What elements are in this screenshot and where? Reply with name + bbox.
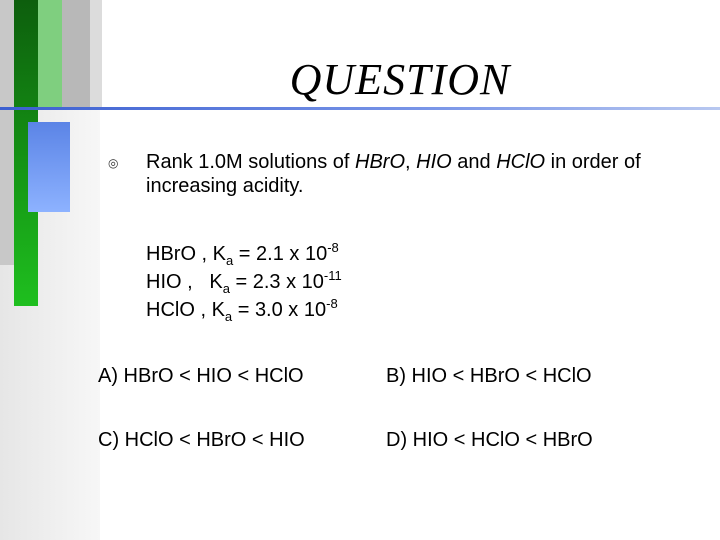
answer-choice-d[interactable]: D) HIO < HClO < HBrO [386,429,593,451]
decorative-gray-bar [0,0,14,265]
decorative-gray-block [62,0,90,108]
decorative-light-green-bar [38,0,62,108]
decorative-blue-block [28,122,70,212]
ka-row-hclo: HClO , $K_a = 3.0$ x $10^{-8}$ [146,296,338,324]
ka-row-hbro: HBrO , $K_a = 2.1$ x $10^{-8}$ [146,240,339,268]
ka-value-list [146,240,342,324]
prompt-text: Rank 1.0M solutions of [146,151,355,173]
prompt-and: and [451,151,497,173]
acid-hio: HIO [416,151,452,173]
slide-title: QUESTION [289,55,511,104]
ka-row-hio: HIO , $K_a = 2.3$ x $10^{-11}$ [146,268,342,296]
decorative-gray-strip [90,0,102,108]
question-prompt [146,150,686,198]
acid-hclo: HClO [496,151,546,173]
answer-choice-a[interactable]: A) HBrO < HIO < HClO [98,365,304,387]
answer-choice-b[interactable]: B) HIO < HBrO < HClO [386,365,592,387]
answer-choice-c[interactable]: C) HClO < HBrO < HIO [98,429,305,451]
prompt-tail: in order of increasing acidity. [146,151,641,197]
acid-hbro: HBrO [355,151,406,173]
ring-bullet-icon: ◎ [108,156,119,170]
prompt-comma: , [405,151,417,173]
